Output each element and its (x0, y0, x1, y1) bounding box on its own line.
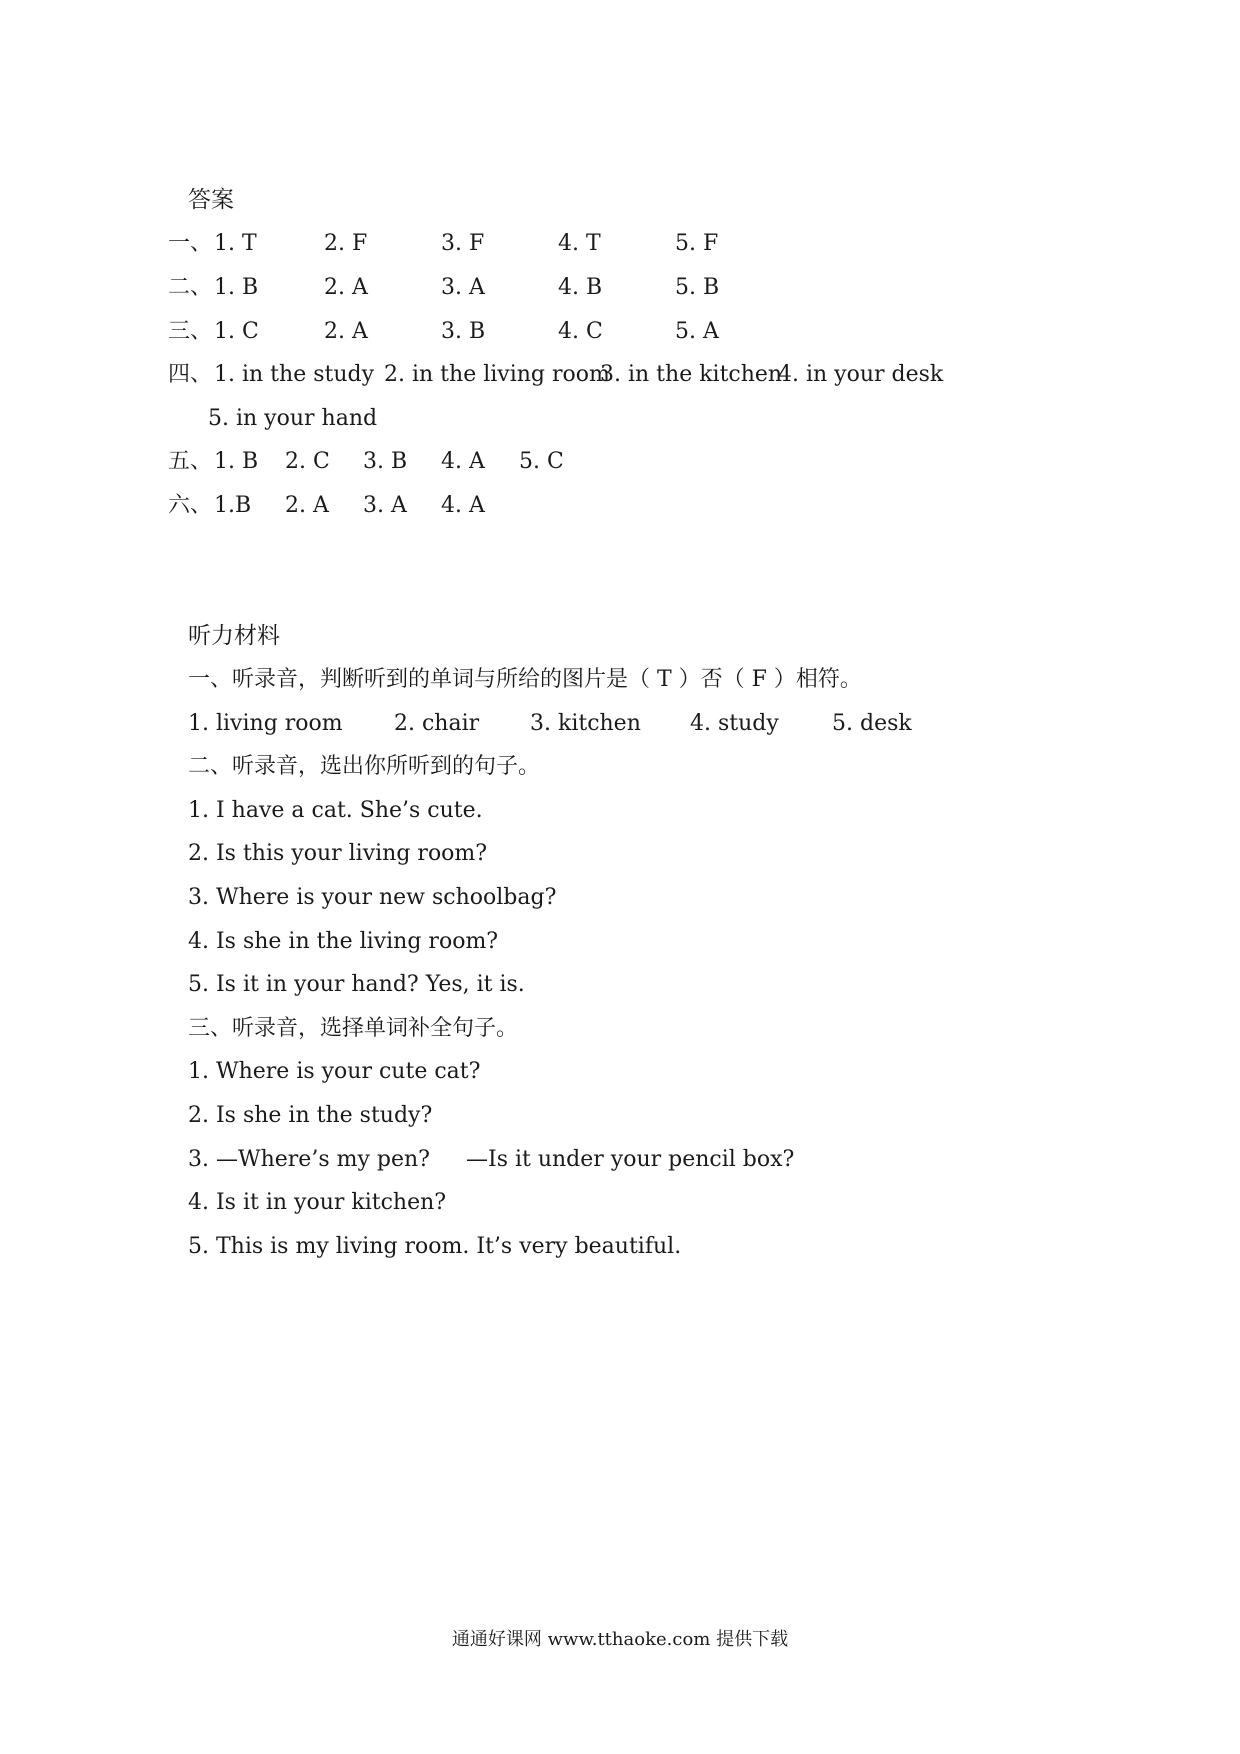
answer-item: 1. T (214, 231, 257, 256)
list-item: 1. I have a cat. She’s cute. (188, 798, 483, 823)
listening-part1-instruction: 一、听录音，判断听到的单词与所给的图片是（ T ）否（ F ）相符。 (188, 667, 862, 692)
answer-row-label: 六、 (168, 493, 213, 518)
answer-item: 4. C (558, 319, 603, 344)
answer-item: 4. A (441, 449, 485, 474)
list-item: 3. kitchen (530, 711, 641, 736)
list-item: 4. study (690, 711, 779, 736)
listening-part3-instruction: 三、听录音，选择单词补全句子。 (188, 1016, 519, 1041)
answer-item: 4. in your desk (778, 362, 944, 387)
list-item: 2. Is she in the study? (188, 1103, 433, 1128)
page-footer: 通通好课网 www.tthaoke.com 提供下载 (451, 1629, 789, 1650)
answer-item: 3. in the kitchen (600, 362, 783, 387)
list-item: 2. chair (394, 711, 480, 736)
answer-item: 3. F (441, 231, 485, 256)
answer-item: 1. B (214, 275, 259, 300)
list-item: 5. desk (832, 711, 912, 736)
answer-item: 2. C (285, 449, 330, 474)
answer-item: 2. F (324, 231, 368, 256)
answer-item: 2. A (324, 275, 368, 300)
list-item: 1. Where is your cute cat? (188, 1059, 481, 1084)
list-item: 2. Is this your living room? (188, 841, 488, 866)
answer-item: 5. F (675, 231, 719, 256)
listening-part2-instruction: 二、听录音，选出你所听到的句子。 (188, 754, 541, 779)
answer-item: 4. T (558, 231, 601, 256)
answer-item: 1. C (214, 319, 259, 344)
answer-item: 1. in the study (214, 362, 375, 387)
list-item: 5. Is it in your hand? Yes, it is. (188, 972, 525, 997)
list-item: 3. Where is your new schoolbag? (188, 885, 557, 910)
answer-item: 1. B (214, 449, 259, 474)
answer-item: 5. B (675, 275, 720, 300)
answer-item: 4. A (441, 493, 485, 518)
answer-item: 3. B (441, 319, 486, 344)
answer-item: 2. A (324, 319, 368, 344)
answer-row-label: 一、 (168, 231, 213, 256)
list-item: 4. Is she in the living room? (188, 929, 499, 954)
answer-item: 5. A (675, 319, 719, 344)
answer-item: 5. in your hand (208, 406, 378, 431)
dialogue-line: —Is it under your pencil box? (466, 1147, 795, 1172)
answer-item: 4. B (558, 275, 603, 300)
answers-title: 答案 (188, 187, 234, 213)
answer-item: 2. in the living room (384, 362, 610, 387)
answer-item: 3. B (363, 449, 408, 474)
answer-item: 2. A (285, 493, 329, 518)
answer-item: 3. A (363, 493, 407, 518)
answer-row-label: 三、 (168, 319, 213, 344)
listening-title: 听力材料 (188, 623, 280, 649)
list-item: 4. Is it in your kitchen? (188, 1190, 447, 1215)
answer-item: 1.B (214, 493, 252, 518)
answer-row-label: 二、 (168, 275, 213, 300)
answer-row-label: 四、 (168, 362, 213, 387)
answer-row-label: 五、 (168, 449, 213, 474)
list-item: 1. living room (188, 711, 343, 736)
answer-item: 3. A (441, 275, 485, 300)
list-item: 5. This is my living room. It’s very beautiful. (188, 1234, 682, 1259)
dialogue-line: 3. —Where’s my pen? (188, 1147, 430, 1172)
answer-item: 5. C (519, 449, 564, 474)
